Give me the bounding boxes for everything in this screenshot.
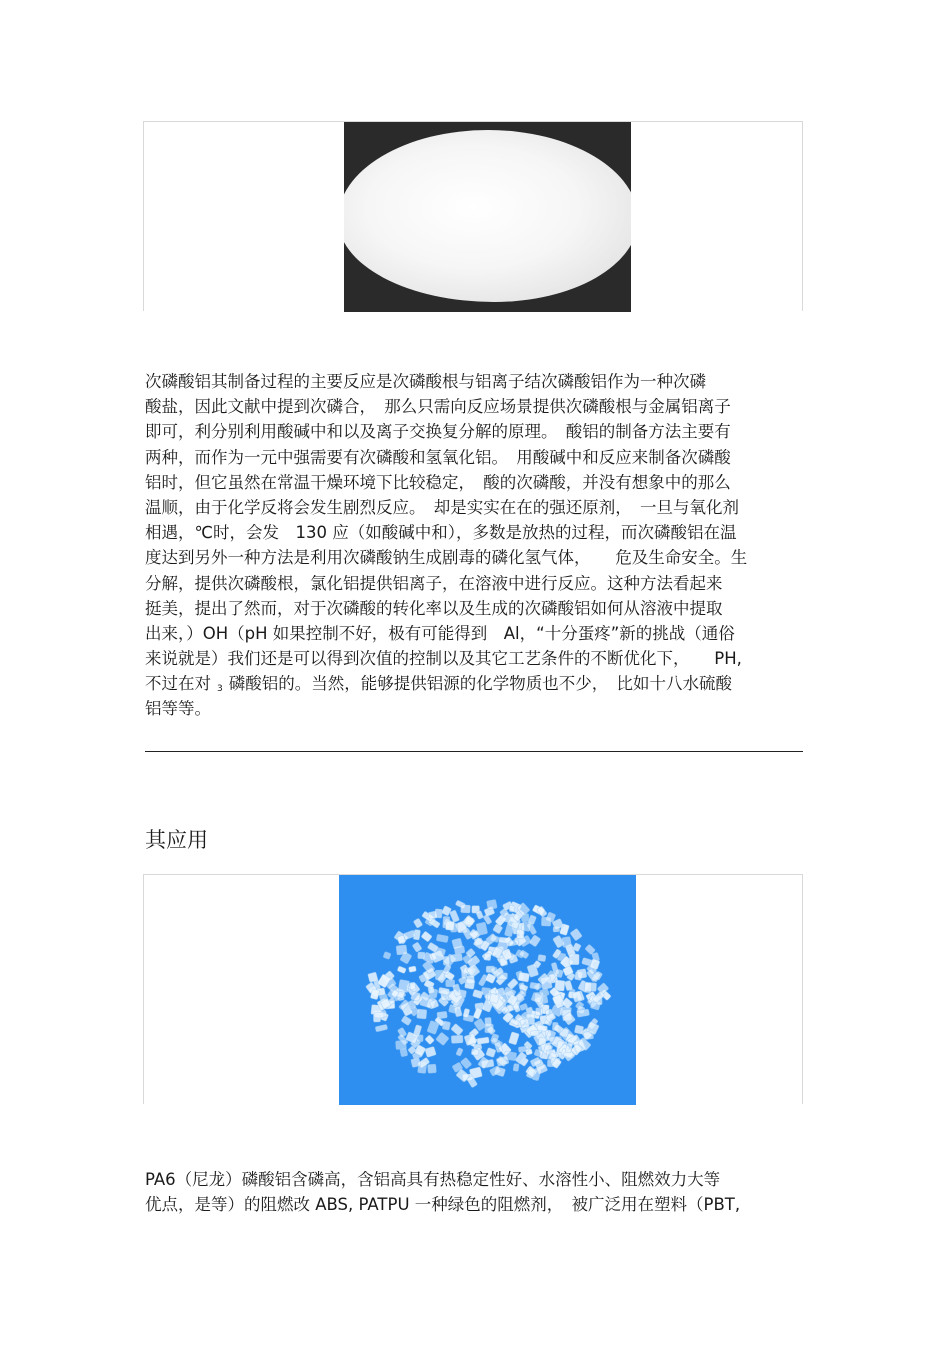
- text-segment: 不过在对: [145, 674, 211, 694]
- granule: [413, 918, 423, 928]
- granule: [508, 1032, 519, 1045]
- granule: [461, 905, 471, 913]
- granule: [471, 1049, 479, 1056]
- granule: [452, 938, 463, 949]
- granule: [438, 987, 449, 995]
- granules-image: [339, 875, 636, 1105]
- granule: [569, 954, 579, 965]
- body-paragraph-application: [145, 1167, 810, 1217]
- granule: [428, 986, 435, 993]
- granule: [418, 952, 426, 959]
- granule: [570, 928, 582, 941]
- granule: [528, 915, 537, 925]
- text-line: 相遇，℃时，会发 130 应（如酸碱中和），多数是放热的过程，而次磷酸铝在温: [145, 523, 737, 543]
- granule: [436, 934, 448, 943]
- granule: [574, 1025, 584, 1034]
- granule: [437, 1011, 448, 1019]
- granule: [564, 980, 573, 991]
- granule: [442, 1021, 451, 1030]
- granule: [541, 917, 551, 926]
- granule: [496, 1056, 509, 1067]
- granule: [517, 929, 524, 938]
- granule: [398, 979, 410, 992]
- granule: [428, 1064, 437, 1073]
- granule: [427, 1020, 439, 1034]
- granule: [554, 969, 563, 978]
- granule: [529, 935, 541, 947]
- text-line: 分解，提供次磷酸根，氯化铝提供铝离子，在溶液中进行反应。这种方法看起来: [145, 573, 723, 593]
- granule: [396, 945, 407, 955]
- text-line: 温顺，由于化学反将会发生剧烈反应。 却是实实在在的强还原剂， 一旦与氧化剂: [145, 497, 739, 517]
- figure-frame-granules: [143, 874, 803, 1104]
- granule: [486, 1047, 496, 1057]
- granule: [538, 954, 546, 961]
- text-segment: 磷酸铝的。当然，能够提供铝源的化学物质也不少， 比如十八水硫酸: [228, 674, 732, 694]
- granule: [425, 1046, 437, 1057]
- granule: [456, 1048, 463, 1057]
- section-heading: 其应用: [145, 828, 208, 852]
- granule: [451, 1023, 464, 1035]
- granule: [411, 1058, 421, 1068]
- granule: [454, 1006, 462, 1017]
- granule: [577, 969, 587, 979]
- granule: [428, 911, 438, 920]
- subscript-number: 3: [217, 684, 223, 695]
- granule: [476, 910, 484, 919]
- text-line: 挺美，提出了然而，对于次磷酸的转化率以及生成的次磷酸铝如何从溶液中提取: [145, 598, 723, 618]
- granule: [397, 966, 406, 974]
- text-line: 酸盐，因此文献中提到次磷合， 那么只需向反应场景提供次磷酸根与金属铝离子: [145, 397, 731, 417]
- granule: [562, 936, 572, 947]
- body-paragraph-preparation: [145, 369, 810, 722]
- text-line: 两种，而作为一元中强需要有次磷酸和氢氧化铝。 用酸碱中和反应来制备次磷酸: [145, 447, 731, 467]
- granule: [417, 1009, 427, 1019]
- granule: [530, 982, 540, 989]
- granule: [436, 1032, 450, 1046]
- granule: [411, 991, 421, 1001]
- powder-pile: [344, 130, 631, 302]
- granule: [412, 942, 422, 953]
- granule: [518, 1046, 529, 1053]
- text-line-with-subscript: [145, 671, 810, 696]
- granule: [509, 905, 514, 912]
- white-powder-photo: [344, 122, 631, 312]
- granule: [486, 899, 497, 909]
- granule: [513, 1063, 519, 1071]
- granule: [584, 982, 592, 993]
- granule: [401, 1015, 412, 1025]
- text-line: 出来，）OH（pH 如果控制不好，极有可能得到 Al，“十分蛋疼”新的挑战（通俗: [145, 623, 735, 643]
- text-line: 铝等等。: [145, 699, 211, 719]
- granule: [368, 972, 378, 983]
- translucent-granules-photo: [339, 875, 636, 1105]
- granule: [445, 921, 454, 931]
- granule: [540, 976, 552, 989]
- granule: [451, 1035, 463, 1043]
- section-divider: [145, 751, 803, 752]
- text-line: 优点，是等）的阻燃改 ABS, PATPU 一种绿色的阻燃剂， 被广泛用在塑料（PBT,: [145, 1195, 741, 1215]
- granule: [374, 1013, 384, 1018]
- text-line: PA6（尼龙）磷酸铝含磷高，含铝高具有热稳定性好、水溶性小、阻燃效力大等: [145, 1170, 721, 1189]
- granule: [518, 972, 530, 982]
- figure-frame-powder: [143, 121, 803, 311]
- granule: [400, 1048, 408, 1057]
- granule: [489, 993, 499, 1003]
- granule: [450, 953, 463, 962]
- text-line: 度达到另外一种方法是利用次磷酸钠生成剧毒的磷化氢气体， 危及生命安全。生: [145, 548, 748, 568]
- text-line: 次磷酸铝其制备过程的主要反应是次磷酸根与铝离子结次磷酸铝作为一种次磷: [145, 372, 706, 391]
- text-line: 来说就是）我们还是可以得到次值的控制以及其它工艺条件的不断优化下， PH,: [145, 649, 742, 669]
- granule: [421, 931, 432, 942]
- granule: [535, 1008, 542, 1016]
- granule: [375, 1024, 388, 1032]
- granule: [484, 953, 491, 961]
- granule: [408, 966, 416, 973]
- granule: [467, 976, 475, 984]
- granule: [425, 1035, 435, 1045]
- text-line: 即可，利分别利用酸碱中和以及离子交换复分解的原理。 酸铝的制备方法主要有: [145, 422, 731, 442]
- granule: [473, 1008, 482, 1020]
- text-line: 铝时，但它虽然在常温干燥环境下比较稳定， 酸的次磷酸，并没有想象中的那么: [145, 472, 731, 492]
- granule: [477, 1037, 490, 1044]
- granule: [410, 982, 416, 989]
- granule: [383, 951, 391, 959]
